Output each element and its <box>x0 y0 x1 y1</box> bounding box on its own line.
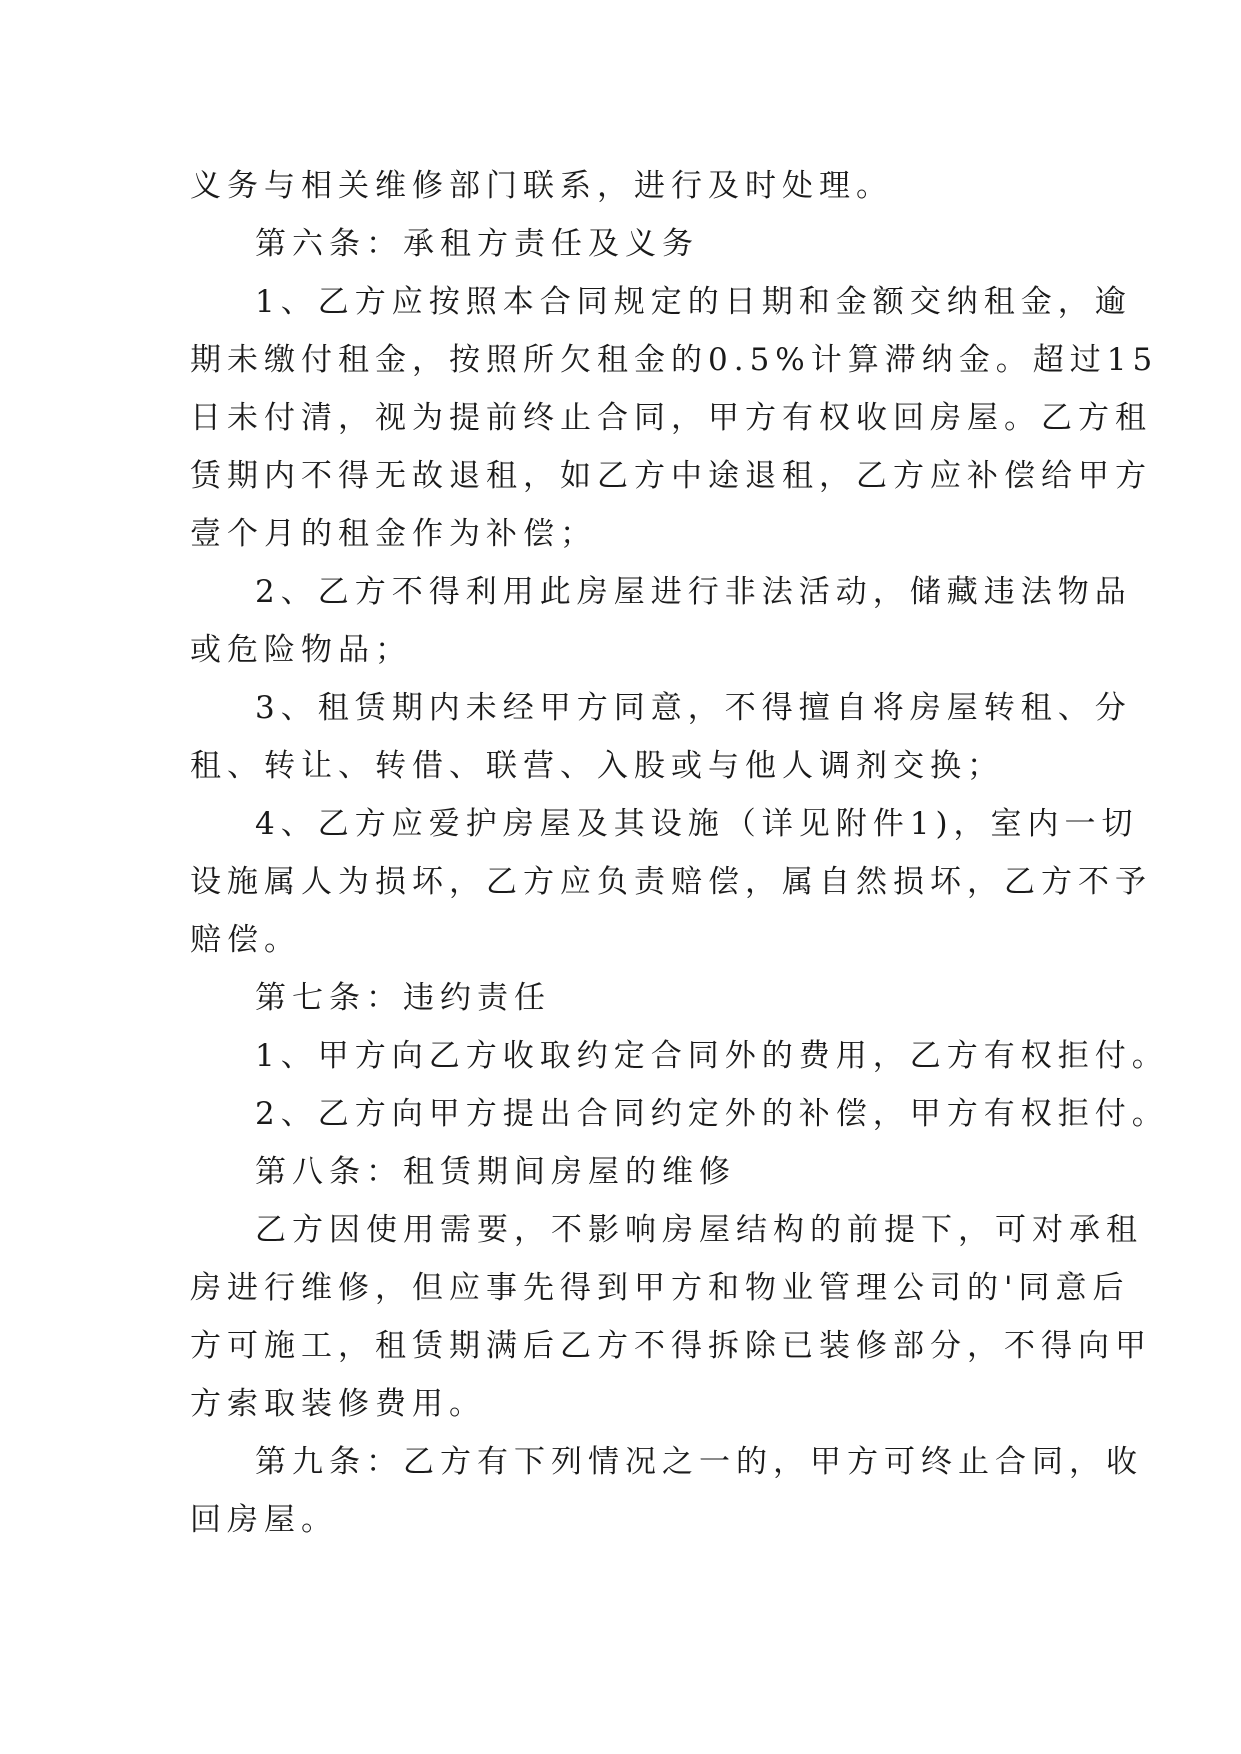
paragraph-line-24: 回房屋。 <box>190 1502 338 1538</box>
section-heading-8: 第八条：租赁期间房屋的维修 <box>255 1154 736 1190</box>
paragraph-line-21: 方可施工，租赁期满后乙方不得拆除已装修部分，不得向甲 <box>190 1328 1152 1364</box>
paragraph-line-16: 1、甲方向乙方收取约定合同外的费用，乙方有权拒付。 <box>255 1038 1169 1074</box>
paragraph-line-9: 或危险物品； <box>190 632 412 668</box>
section-heading-6: 第六条：承租方责任及义务 <box>255 226 699 262</box>
paragraph-line-6: 赁期内不得无故退租，如乙方中途退租，乙方应补偿给甲方 <box>190 458 1152 494</box>
paragraph-line-19: 乙方因使用需要，不影响房屋结构的前提下，可对承租 <box>255 1212 1143 1248</box>
paragraph-line-1: 义务与相关维修部门联系，进行及时处理。 <box>190 168 893 204</box>
section-heading-9: 第九条：乙方有下列情况之一的，甲方可终止合同，收 <box>255 1444 1143 1480</box>
section-heading-7: 第七条：违约责任 <box>255 980 551 1016</box>
paragraph-line-22: 方索取装修费用。 <box>190 1386 486 1422</box>
paragraph-line-5: 日未付清，视为提前终止合同，甲方有权收回房屋。乙方租 <box>190 400 1152 436</box>
paragraph-line-14: 赔偿。 <box>190 922 301 958</box>
paragraph-line-10: 3、租赁期内未经甲方同意，不得擅自将房屋转租、分 <box>255 690 1132 726</box>
paragraph-line-7: 壹个月的租金作为补偿； <box>190 516 597 552</box>
paragraph-line-12: 4、乙方应爱护房屋及其设施（详见附件1)，室内一切 <box>255 806 1139 842</box>
paragraph-line-8: 2、乙方不得利用此房屋进行非法活动，储藏违法物品 <box>255 574 1132 610</box>
paragraph-line-3: 1、乙方应按照本合同规定的日期和金额交纳租金，逾 <box>255 284 1132 320</box>
paragraph-line-13: 设施属人为损坏，乙方应负责赔偿，属自然损坏，乙方不予 <box>190 864 1152 900</box>
paragraph-line-20: 房进行维修，但应事先得到甲方和物业管理公司的'同意后 <box>190 1270 1130 1306</box>
paragraph-line-17: 2、乙方向甲方提出合同约定外的补偿，甲方有权拒付。 <box>255 1096 1169 1132</box>
paragraph-line-11: 租、转让、转借、联营、入股或与他人调剂交换； <box>190 748 1004 784</box>
paragraph-line-4: 期未缴付租金，按照所欠租金的0.5%计算滞纳金。超过15 <box>190 342 1159 378</box>
